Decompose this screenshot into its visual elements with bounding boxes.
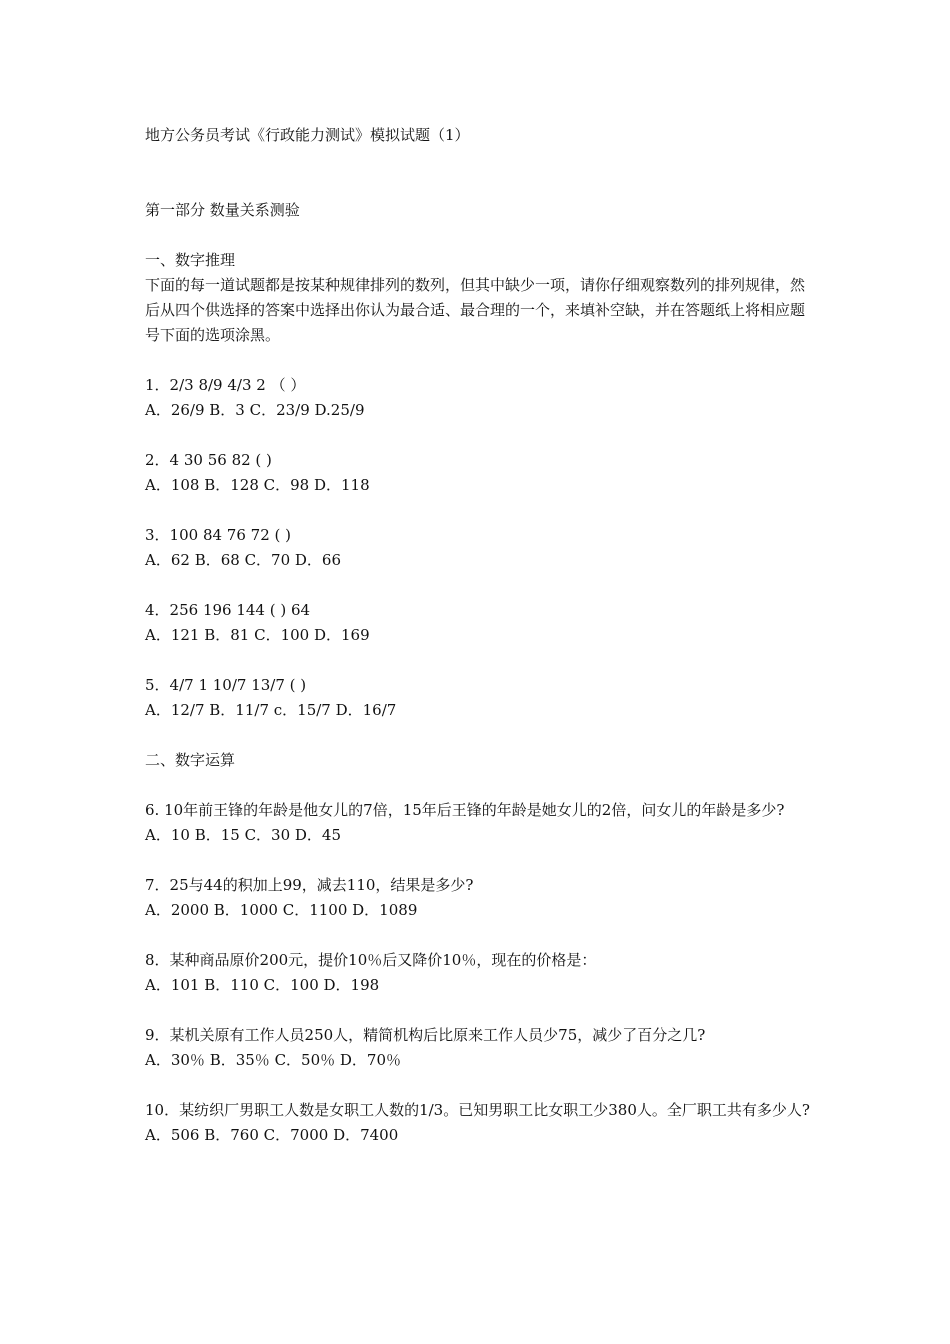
question-text: 8．某种商品原价200元，提价10％后又降价10％，现在的价格是： (145, 951, 597, 969)
question-block (145, 523, 815, 573)
question-block (145, 873, 815, 923)
part-heading: 第一部分 数量关系测验 (145, 201, 300, 219)
question-options: A．30％ B．35％ C．50％ D．70％ (145, 1051, 402, 1069)
question-options: A．10 B．15 C．30 D．45 (145, 826, 342, 844)
question-options: A．506 B．760 C．7000 D．7400 (145, 1126, 399, 1144)
question-options: A．26/9 B．3 C．23/9 D.25/9 (145, 401, 365, 419)
question-options: A．101 B．110 C．100 D．198 (145, 976, 380, 994)
question-block (145, 798, 815, 848)
question-block (145, 1023, 815, 1073)
document-title: 地方公务员考试《行政能力测试》模拟试题（1） (145, 126, 470, 144)
question-text: 10．某纺织厂男职工人数是女职工人数的1/3。已知男职工比女职工少380人。全厂职工共有多少人? (145, 1101, 810, 1119)
question-text: 4．256 196 144 ( ) 64 (145, 601, 311, 619)
question-options: A．2000 B．1000 C．1100 D．1089 (145, 901, 418, 919)
question-options: A．12/7 B．11/7 c．15/7 D．16/7 (145, 701, 397, 719)
question-text: 7．25与44的积加上99，减去110，结果是多少? (145, 876, 474, 894)
question-options: A．62 B．68 C．70 D．66 (145, 551, 342, 569)
section-heading-number-operations: 二、数字运算 (145, 751, 236, 769)
question-block (145, 948, 815, 998)
question-block (145, 373, 815, 423)
document-page (145, 123, 815, 1148)
question-text: 1．2/3 8/9 4/3 2 （ ） (145, 376, 306, 394)
question-block (145, 448, 815, 498)
section-heading-number-reasoning: 一、数字推理 (145, 251, 236, 269)
question-text: 3．100 84 76 72 ( ) (145, 526, 291, 544)
question-block (145, 598, 815, 648)
question-block (145, 1098, 815, 1148)
question-text: 2．4 30 56 82 ( ) (145, 451, 272, 469)
question-block (145, 673, 815, 723)
question-options: A．108 B．128 C．98 D．118 (145, 476, 370, 494)
section-instructions: 下面的每一道试题都是按某种规律排列的数列，但其中缺少一项，请你仔细观察数列的排列规律，然后从四个供选择的答案中选择出你认为最合适、最合理的一个，来填补空缺，并在答题纸上将相应题号下面的选项涂黑。 (145, 276, 806, 344)
question-text: 5．4/7 1 10/7 13/7 ( ) (145, 676, 307, 694)
question-options: A．121 B．81 C．100 D．169 (145, 626, 370, 644)
question-text: 6. 10年前王锋的年龄是他女儿的7倍，15年后王锋的年龄是她女儿的2倍，问女儿的年龄是多少? (145, 801, 785, 819)
question-text: 9．某机关原有工作人员250人，精简机构后比原来工作人员少75，减少了百分之几? (145, 1026, 706, 1044)
